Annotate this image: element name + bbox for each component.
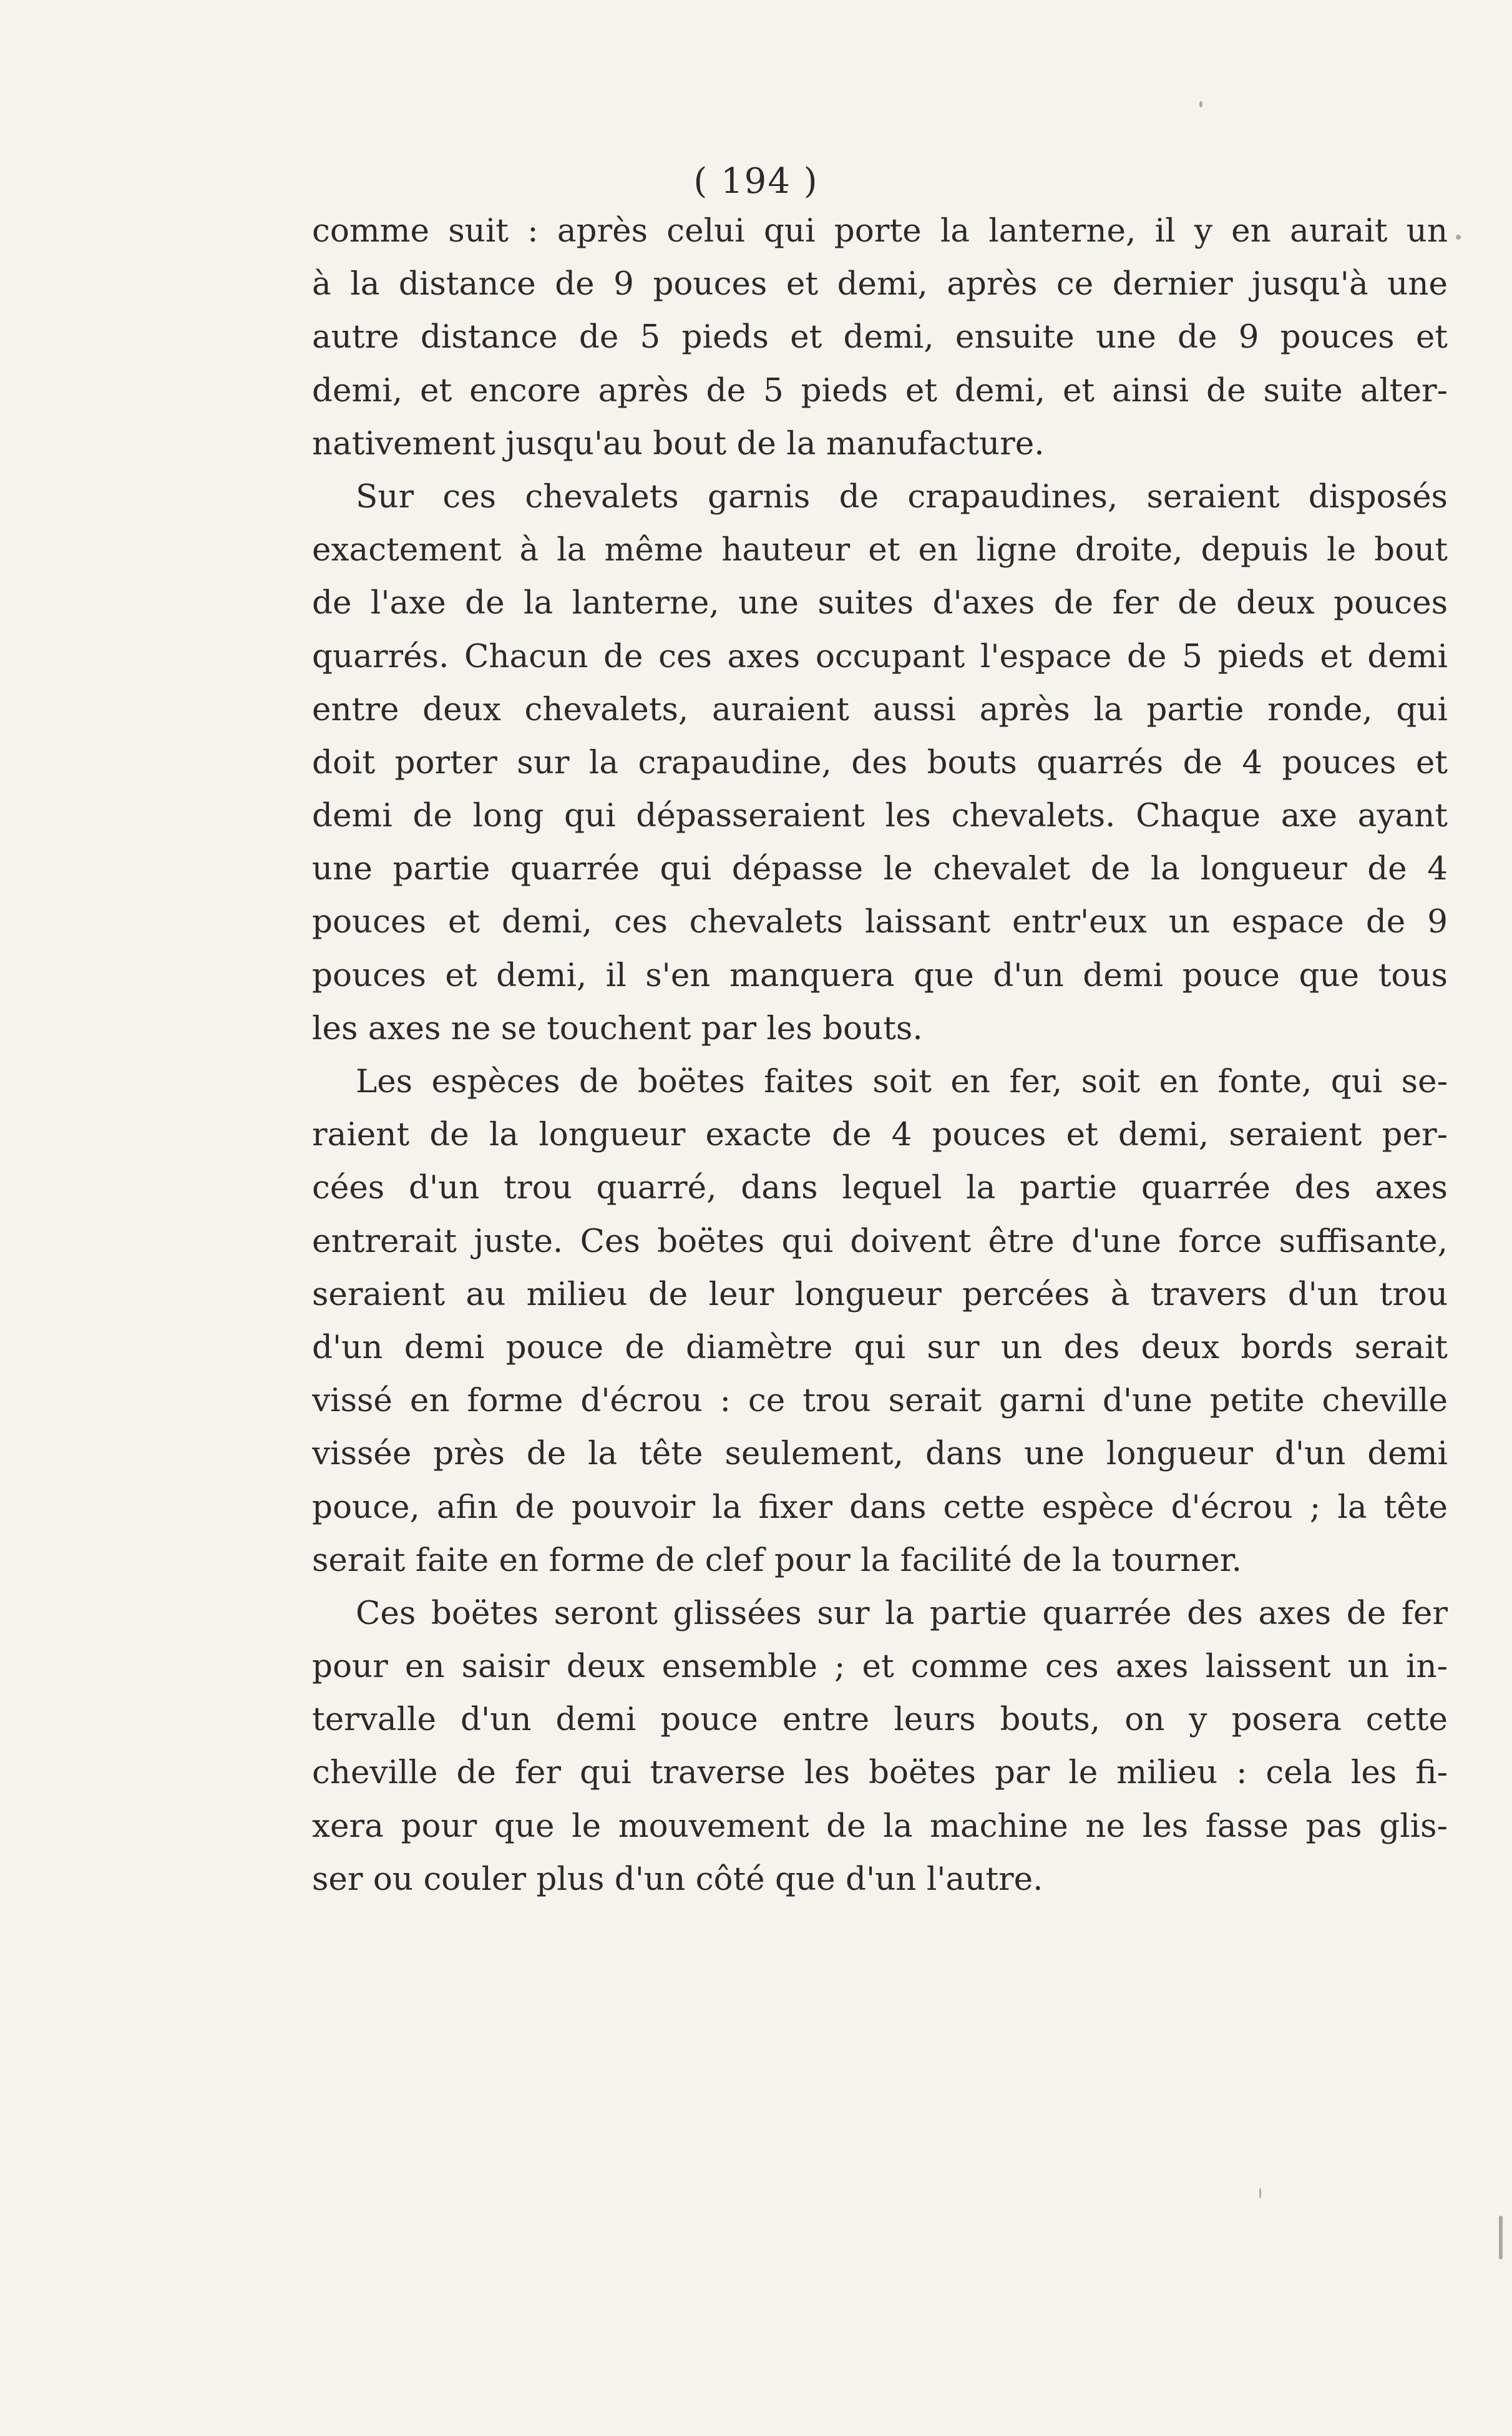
text-line: ser ou couler plus d'un côté que d'un l'autre. — [312, 1860, 1043, 1898]
text-line: vissé en forme d'écrou : ce trou serait garni d'une petite cheville — [312, 1382, 1448, 1420]
text-line: les axes ne se touchent par les bouts. — [312, 1009, 923, 1047]
text-line: pour en saisir deux ensemble ; et comme ces axes laissent un in- — [312, 1648, 1448, 1686]
text-line: d'un demi pouce de diamètre qui sur un des deux bords serait — [312, 1328, 1448, 1366]
text-line: de l'axe de la lanterne, une suites d'axes de fer de deux pouces — [312, 584, 1448, 622]
text-line: tervalle d'un demi pouce entre leurs bouts, on y posera cette — [312, 1701, 1448, 1739]
text-line: exactement à la même hauteur et en ligne droite, depuis le bout — [312, 531, 1448, 569]
text-line: cées d'un trou quarré, dans lequel la partie quarrée des axes — [312, 1169, 1448, 1207]
body-text — [312, 205, 1448, 1906]
text-line: une partie quarrée qui dépasse le chevalet de la longueur de 4 — [312, 850, 1448, 888]
paper-speck — [1499, 2216, 1503, 2259]
text-line: demi, et encore après de 5 pieds et demi, et ainsi de suite alter- — [312, 371, 1448, 409]
text-line: seraient au milieu de leur longueur percées à travers d'un trou — [312, 1275, 1448, 1313]
text-line: autre distance de 5 pieds et demi, ensuite une de 9 pouces et — [312, 318, 1448, 356]
text-line: entre deux chevalets, auraient aussi après la partie ronde, qui — [312, 690, 1448, 728]
text-line: raient de la longueur exacte de 4 pouces et demi, seraient per- — [312, 1116, 1448, 1154]
text-line: doit porter sur la crapaudine, des bouts quarrés de 4 pouces et — [312, 743, 1448, 781]
text-line: entrerait juste. Ces boëtes qui doivent être d'une force suffisante, — [312, 1222, 1448, 1260]
text-line: Sur ces chevalets garnis de crapaudines, seraient disposés — [356, 477, 1448, 516]
paper-speck — [1456, 235, 1461, 240]
text-line: comme suit : après celui qui porte la lanterne, il y en aurait un — [312, 212, 1448, 250]
text-line: à la distance de 9 pouces et demi, après ce dernier jusqu'à une — [312, 265, 1448, 303]
text-line: pouce, afin de pouvoir la fixer dans cette espèce d'écrou ; la tête — [312, 1488, 1448, 1526]
text-line: quarrés. Chacun de ces axes occupant l'espace de 5 pieds et demi — [312, 637, 1448, 675]
text-line: cheville de fer qui traverse les boëtes par le milieu : cela les fi- — [312, 1754, 1448, 1792]
text-line: xera pour que le mouvement de la machine ne les fasse pas glis- — [312, 1807, 1448, 1845]
text-line: Ces boëtes seront glissées sur la partie quarrée des axes de fer — [356, 1594, 1448, 1632]
text-line: serait faite en forme de clef pour la facilité de la tourner. — [312, 1541, 1242, 1579]
text-line: Les espèces de boëtes faites soit en fer, soit en fonte, qui se- — [356, 1063, 1448, 1100]
text-line: pouces et demi, il s'en manquera que d'un demi pouce que tous — [312, 956, 1448, 994]
text-line: vissée près de la tête seulement, dans une longueur d'un demi — [312, 1435, 1448, 1473]
paper-speck — [1199, 101, 1202, 107]
text-line: nativement jusqu'au bout de la manufacture. — [312, 424, 1045, 462]
page-number: ( 194 ) — [693, 161, 819, 202]
paper-speck — [1259, 2188, 1261, 2199]
text-line: demi de long qui dépasseraient les chevalets. Chaque axe ayant — [312, 797, 1448, 835]
text-line: pouces et demi, ces chevalets laissant entr'eux un espace de 9 — [312, 903, 1448, 941]
